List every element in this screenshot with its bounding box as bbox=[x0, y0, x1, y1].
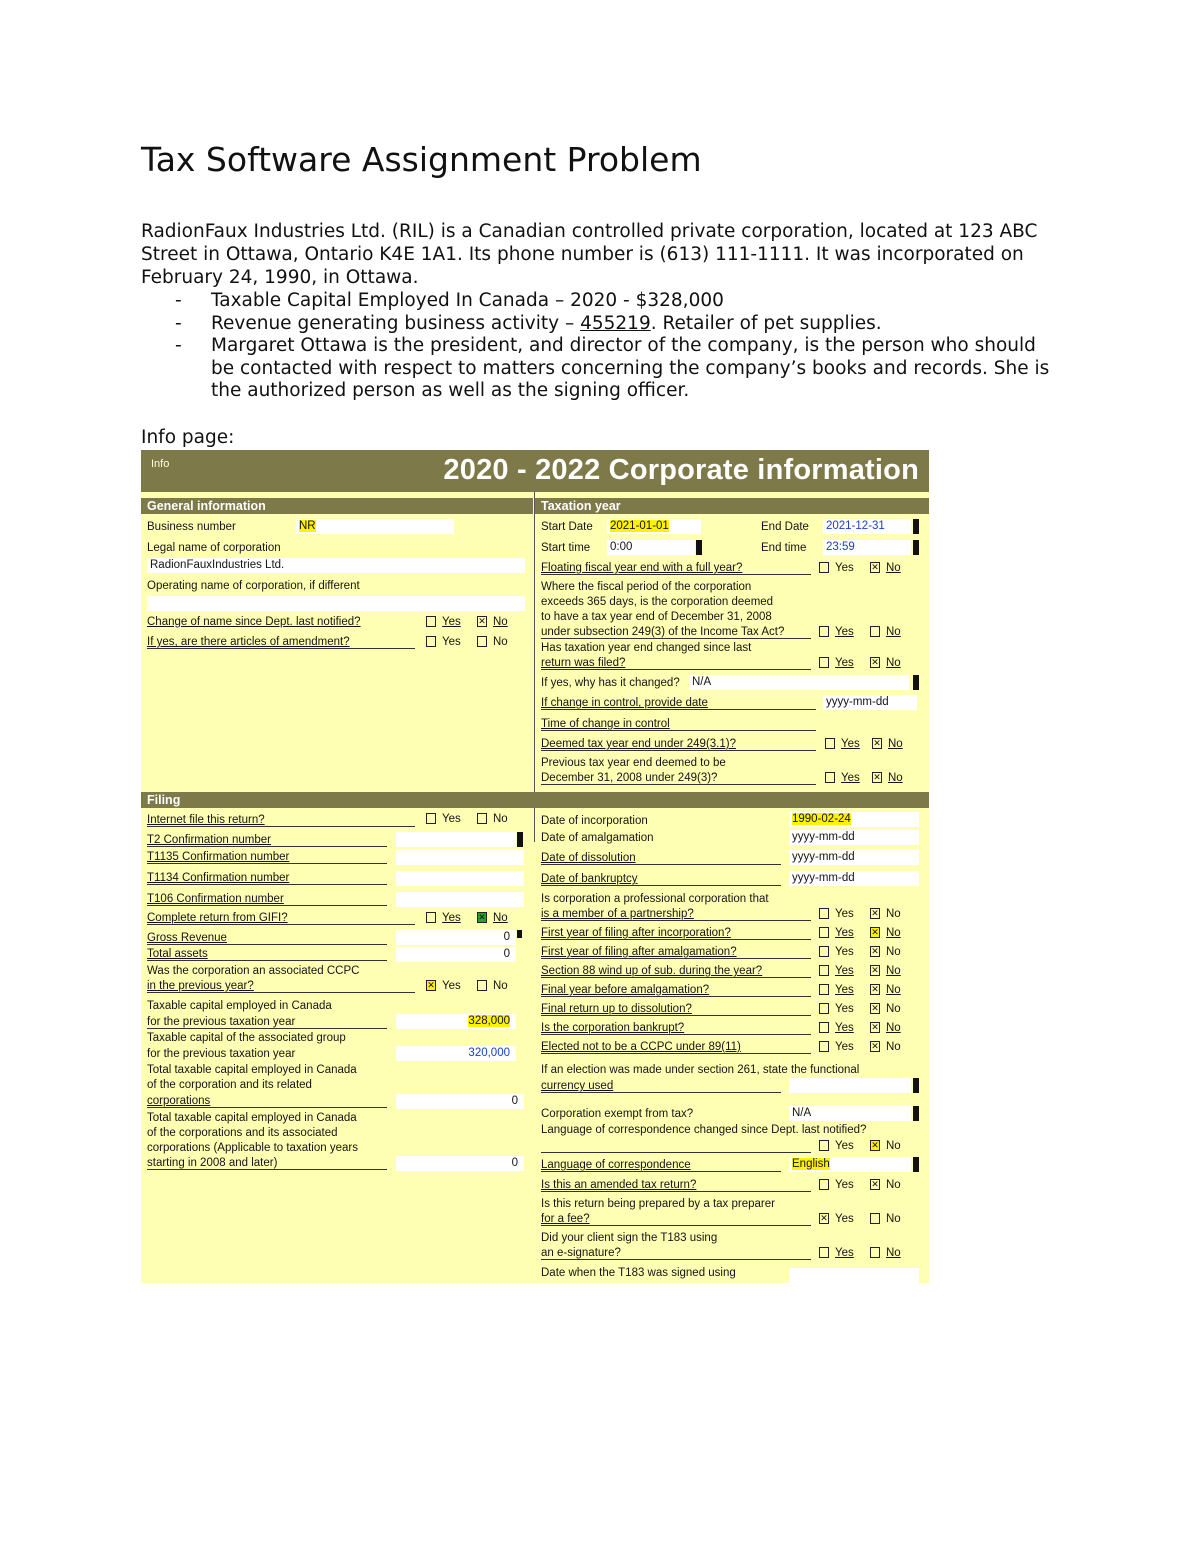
preparer-no-checkbox[interactable] bbox=[870, 1213, 880, 1224]
internet-file-label: Internet file this return? bbox=[147, 814, 265, 826]
final-dissolution-underline bbox=[541, 1015, 811, 1016]
total-assoc-line-3: corporations (Applicable to taxation years bbox=[147, 1142, 358, 1154]
end-time-label: End time bbox=[761, 542, 807, 554]
internet-no-label: No bbox=[493, 813, 508, 825]
start-date-value: 2021-01-01 bbox=[610, 520, 669, 532]
t1135-confirmation-underline bbox=[147, 863, 387, 864]
t1134-confirmation-underline bbox=[147, 884, 387, 885]
first-amalgamation-yes-checkbox[interactable] bbox=[819, 946, 829, 957]
associated-no-checkbox[interactable] bbox=[477, 980, 487, 991]
s261-line-1: If an election was made under section 261, state the functional bbox=[541, 1064, 860, 1076]
language-changed-yes-checkbox[interactable] bbox=[819, 1140, 829, 1151]
first-amalgamation-label: First year of filing after amalgamation? bbox=[541, 946, 737, 958]
first-year-no-checkbox[interactable] bbox=[870, 927, 880, 938]
form-tag: Info bbox=[151, 458, 170, 470]
tc-prev-value: 328,000 bbox=[468, 1015, 510, 1027]
articles-no-checkbox[interactable] bbox=[477, 636, 487, 647]
ccpc-election-yes-checkbox[interactable] bbox=[819, 1041, 829, 1052]
articles-underline bbox=[147, 648, 415, 649]
tc-group-line-1: Taxable capital of the associated group bbox=[147, 1032, 346, 1044]
gifi-yes-checkbox[interactable] bbox=[426, 912, 436, 923]
total-assoc-line-4: starting in 2008 and later) bbox=[147, 1157, 278, 1169]
final-dissolution-no-checkbox[interactable] bbox=[870, 1003, 880, 1014]
control-time-label: Time of change in control bbox=[541, 718, 670, 730]
final-amalgamation-yes-checkbox[interactable] bbox=[819, 984, 829, 995]
final-amalgamation-no-checkbox[interactable] bbox=[870, 984, 880, 995]
ccpc-election-no-checkbox[interactable] bbox=[870, 1041, 880, 1052]
dissolution-date-label: Date of dissolution bbox=[541, 852, 636, 864]
section-88-label: Section 88 wind up of sub. during the year? bbox=[541, 965, 763, 977]
change-name-no-label: No bbox=[493, 616, 508, 628]
final-amalgamation-no-label: No bbox=[886, 984, 901, 996]
ccpc-election-underline bbox=[541, 1053, 811, 1054]
bankrupt-no-checkbox[interactable] bbox=[870, 1022, 880, 1033]
t183-underline bbox=[541, 1259, 811, 1260]
fiscal-line-1: Where the fiscal period of the corporation bbox=[541, 581, 752, 593]
taxation-year-header: Taxation year bbox=[535, 498, 929, 514]
bankrupt-underline bbox=[541, 1034, 811, 1035]
ccpc-election-no-label: No bbox=[886, 1041, 901, 1053]
professional-yes-label: Yes bbox=[835, 908, 854, 920]
changed-line-1: Has taxation year end changed since last bbox=[541, 642, 752, 654]
t183-no-label: No bbox=[886, 1247, 901, 1259]
fiscal-no-label: No bbox=[886, 626, 901, 638]
total-assets-field[interactable]: 0 bbox=[396, 947, 516, 962]
final-dissolution-yes-label: Yes bbox=[835, 1003, 854, 1015]
start-date-field[interactable] bbox=[607, 519, 701, 534]
why-changed-field[interactable]: N/A bbox=[689, 675, 909, 690]
preparer-line-2: for a fee? bbox=[541, 1213, 590, 1225]
bullet-activity-text: Revenue generating business activity – bbox=[211, 312, 581, 334]
form-header bbox=[141, 450, 929, 492]
first-year-yes-label: Yes bbox=[835, 927, 854, 939]
language-changed-yes-label: Yes bbox=[835, 1140, 854, 1152]
amended-underline bbox=[541, 1191, 811, 1192]
amalgamation-date-label: Date of amalgamation bbox=[541, 832, 654, 844]
start-time-field[interactable]: 0:00 bbox=[607, 540, 695, 555]
gifi-label: Complete return from GIFI? bbox=[147, 912, 288, 924]
control-time-underline bbox=[541, 730, 816, 731]
changed-underline bbox=[541, 669, 811, 670]
internet-no-checkbox[interactable] bbox=[477, 813, 487, 824]
t183-yes-checkbox[interactable] bbox=[819, 1247, 829, 1258]
floating-label: Floating fiscal year end with a full year? bbox=[541, 562, 743, 574]
intro-paragraph: RadionFaux Industries Ltd. (RIL) is a Canadian controlled private corporation, located at 123 ABC Street in Ottawa, Ontario K4E 1A1. Its phone number is (613) 111-1111. It was incorporated on February 24, 1990, in Ottawa. bbox=[141, 221, 1038, 288]
why-changed-dropdown[interactable] bbox=[913, 675, 919, 690]
professional-line-1: Is corporation a professional corporation that bbox=[541, 893, 769, 905]
t1135-confirmation-label: T1135 Confirmation number bbox=[147, 851, 290, 863]
internet-yes-checkbox[interactable] bbox=[426, 813, 436, 824]
changed-no-checkbox[interactable] bbox=[870, 657, 880, 668]
previous-line-2: December 31, 2008 under 249(3)? bbox=[541, 772, 718, 784]
professional-yes-checkbox[interactable] bbox=[819, 908, 829, 919]
bullet-activity bbox=[141, 313, 1051, 336]
amended-no-checkbox[interactable] bbox=[870, 1179, 880, 1190]
language-value: English bbox=[792, 1158, 830, 1170]
internet-file-underline bbox=[147, 826, 415, 827]
language-label: Language of correspondence bbox=[541, 1159, 691, 1171]
end-time-dropdown[interactable] bbox=[913, 540, 919, 555]
end-date-label: End Date bbox=[761, 521, 809, 533]
professional-no-checkbox[interactable] bbox=[870, 908, 880, 919]
floating-yes-checkbox[interactable] bbox=[819, 562, 829, 573]
section-88-yes-label: Yes bbox=[835, 965, 854, 977]
language-changed-no-label: No bbox=[886, 1140, 901, 1152]
articles-yes-checkbox[interactable] bbox=[426, 636, 436, 647]
floating-no-checkbox[interactable] bbox=[870, 562, 880, 573]
bullet-capital: - Taxable Capital Employed In Canada – 2020 - $328,000 bbox=[141, 290, 1051, 313]
gifi-yes-label: Yes bbox=[442, 912, 461, 924]
t2-confirmation-label: T2 Confirmation number bbox=[147, 834, 271, 846]
associated-yes-checkbox[interactable] bbox=[426, 980, 436, 991]
dissolution-date-underline bbox=[541, 864, 781, 865]
changed-no-label: No bbox=[886, 657, 901, 669]
gifi-underline bbox=[147, 924, 415, 925]
bankrupt-yes-checkbox[interactable] bbox=[819, 1022, 829, 1033]
total-related-line-1: Total taxable capital employed in Canada bbox=[147, 1064, 357, 1076]
fiscal-no-checkbox[interactable] bbox=[870, 626, 880, 637]
exempt-dropdown[interactable] bbox=[913, 1106, 919, 1121]
corporate-info-form bbox=[141, 450, 929, 1283]
control-date-label: If change in control, provide date bbox=[541, 697, 708, 709]
tc-prev-line-1: Taxable capital employed in Canada bbox=[147, 1000, 332, 1012]
amalgamation-date-field[interactable]: yyyy-mm-dd bbox=[789, 830, 919, 845]
s261-line-2: currency used bbox=[541, 1080, 614, 1092]
final-dissolution-yes-checkbox[interactable] bbox=[819, 1003, 829, 1014]
naics-code: 455219 bbox=[580, 312, 651, 334]
deemed-yes-label: Yes bbox=[841, 738, 860, 750]
section-88-no-label: No bbox=[886, 965, 901, 977]
t2-confirmation-marker bbox=[517, 832, 523, 847]
t183-date-label: Date when the T183 was signed using bbox=[541, 1267, 736, 1279]
business-number-value: NR bbox=[299, 520, 316, 532]
articles-label: If yes, are there articles of amendment? bbox=[147, 636, 350, 648]
section-88-underline bbox=[541, 977, 811, 978]
professional-no-label: No bbox=[886, 908, 901, 920]
t183-line-1: Did your client sign the T183 using bbox=[541, 1232, 718, 1244]
amended-yes-checkbox[interactable] bbox=[819, 1179, 829, 1190]
final-amalgamation-label: Final year before amalgamation? bbox=[541, 984, 710, 996]
final-amalgamation-underline bbox=[541, 996, 811, 997]
internet-yes-label: Yes bbox=[442, 813, 461, 825]
incorporation-date-value: 1990-02-24 bbox=[792, 813, 851, 825]
gifi-no-label: No bbox=[493, 912, 508, 924]
previous-line-1: Previous tax year end deemed to be bbox=[541, 757, 726, 769]
t106-confirmation-label: T106 Confirmation number bbox=[147, 893, 284, 905]
start-time-dropdown[interactable] bbox=[696, 540, 702, 555]
dissolution-date-field[interactable]: yyyy-mm-dd bbox=[789, 850, 919, 865]
total-assoc-underline bbox=[147, 1169, 387, 1170]
t2-confirmation-underline bbox=[147, 846, 387, 847]
language-underline bbox=[541, 1171, 781, 1172]
changed-line-2: return was filed? bbox=[541, 657, 626, 669]
floating-yes-label: Yes bbox=[835, 562, 854, 574]
gross-revenue-spin-up[interactable] bbox=[517, 930, 522, 938]
functional-currency-dropdown[interactable] bbox=[913, 1078, 919, 1093]
t1135-confirmation-field[interactable] bbox=[396, 850, 524, 865]
amended-yes-label: Yes bbox=[835, 1179, 854, 1191]
change-name-yes-label: Yes bbox=[442, 616, 461, 628]
language-changed-underline bbox=[541, 1152, 811, 1153]
final-dissolution-label: Final return up to dissolution? bbox=[541, 1003, 692, 1015]
associated-no-label: No bbox=[493, 980, 508, 992]
change-name-yes-checkbox[interactable] bbox=[426, 616, 436, 627]
bankrupt-yes-label: Yes bbox=[835, 1022, 854, 1034]
tc-prev-underline bbox=[147, 1028, 387, 1029]
control-date-underline bbox=[541, 709, 816, 710]
gross-revenue-field[interactable]: 0 bbox=[396, 930, 516, 945]
previous-underline bbox=[541, 784, 816, 785]
control-date-field[interactable]: yyyy-mm-dd bbox=[823, 695, 917, 710]
column-divider bbox=[534, 492, 535, 842]
language-field[interactable] bbox=[789, 1157, 911, 1172]
why-changed-label: If yes, why has it changed? bbox=[541, 677, 680, 689]
first-amalgamation-no-checkbox[interactable] bbox=[870, 946, 880, 957]
total-assoc-line-1: Total taxable capital employed in Canada bbox=[147, 1112, 357, 1124]
t106-confirmation-field[interactable] bbox=[396, 892, 524, 907]
t183-line-2: an e-signature? bbox=[541, 1247, 621, 1259]
fiscal-line-2: exceeds 365 days, is the corporation deemed bbox=[541, 596, 774, 608]
fiscal-underline bbox=[541, 638, 811, 639]
amended-label: Is this an amended tax return? bbox=[541, 1179, 697, 1191]
total-related-underline bbox=[147, 1107, 387, 1108]
first-amalgamation-underline bbox=[541, 958, 811, 959]
previous-no-label: No bbox=[888, 772, 903, 784]
first-year-label: First year of filing after incorporation? bbox=[541, 927, 731, 939]
ccpc-election-yes-label: Yes bbox=[835, 1041, 854, 1053]
first-year-yes-checkbox[interactable] bbox=[819, 927, 829, 938]
operating-name-label: Operating name of corporation, if different bbox=[147, 580, 360, 592]
page-title: Tax Software Assignment Problem bbox=[141, 140, 702, 179]
amended-no-label: No bbox=[886, 1179, 901, 1191]
gifi-no-checkbox[interactable] bbox=[477, 912, 487, 923]
total-assets-underline bbox=[147, 960, 387, 961]
t2-confirmation-field[interactable] bbox=[396, 832, 516, 847]
total-related-line-3: corporations bbox=[147, 1095, 211, 1107]
bankruptcy-date-underline bbox=[541, 885, 781, 886]
bankrupt-no-label: No bbox=[886, 1022, 901, 1034]
change-name-label: Change of name since Dept. last notified? bbox=[147, 616, 361, 628]
preparer-yes-checkbox[interactable] bbox=[819, 1213, 829, 1224]
bullet-list bbox=[141, 290, 1051, 403]
floating-underline bbox=[541, 574, 811, 575]
functional-currency-field[interactable] bbox=[789, 1078, 911, 1093]
end-date-field[interactable]: 2021-12-31 bbox=[823, 519, 911, 534]
gross-revenue-underline bbox=[147, 944, 387, 945]
total-related-line-2: of the corporation and its related bbox=[147, 1079, 312, 1091]
preparer-underline bbox=[541, 1225, 811, 1226]
deemed-underline bbox=[541, 750, 816, 751]
end-time-field[interactable]: 23:59 bbox=[823, 540, 911, 555]
exempt-field[interactable]: N/A bbox=[789, 1106, 911, 1121]
total-related-field[interactable]: 0 bbox=[396, 1094, 524, 1109]
preparer-no-label: No bbox=[886, 1213, 901, 1225]
section-88-yes-checkbox[interactable] bbox=[819, 965, 829, 976]
language-changed-no-checkbox[interactable] bbox=[870, 1140, 880, 1151]
tc-group-line-2: for the previous taxation year bbox=[147, 1048, 296, 1060]
general-info-header: General information bbox=[141, 498, 533, 514]
final-amalgamation-yes-label: Yes bbox=[835, 984, 854, 996]
exempt-label: Corporation exempt from tax? bbox=[541, 1108, 694, 1120]
deemed-no-checkbox[interactable] bbox=[872, 738, 882, 749]
changed-yes-label: Yes bbox=[835, 657, 854, 669]
language-changed-label: Language of correspondence changed since Dept. last notified? bbox=[541, 1124, 867, 1136]
first-year-underline bbox=[541, 939, 811, 940]
fiscal-yes-checkbox[interactable] bbox=[819, 626, 829, 637]
tc-group-field[interactable]: 320,000 bbox=[396, 1046, 516, 1061]
start-time-label: Start time bbox=[541, 542, 591, 554]
ccpc-election-label: Elected not to be a CCPC under 89(11) bbox=[541, 1041, 741, 1053]
start-date-label: Start Date bbox=[541, 521, 593, 533]
associated-line-1: Was the corporation an associated CCPC bbox=[147, 965, 360, 977]
fiscal-line-4: under subsection 249(3) of the Income Tax Act? bbox=[541, 626, 785, 638]
section-88-no-checkbox[interactable] bbox=[870, 965, 880, 976]
gross-revenue-label: Gross Revenue bbox=[147, 932, 227, 944]
previous-yes-checkbox[interactable] bbox=[825, 772, 835, 783]
preparer-yes-label: Yes bbox=[835, 1213, 854, 1225]
t1134-confirmation-field[interactable] bbox=[396, 871, 524, 886]
bankruptcy-date-field[interactable]: yyyy-mm-dd bbox=[789, 871, 919, 886]
associated-underline bbox=[147, 992, 415, 993]
deemed-yes-checkbox[interactable] bbox=[825, 738, 835, 749]
language-dropdown[interactable] bbox=[913, 1157, 919, 1172]
business-number-label: Business number bbox=[147, 521, 236, 533]
legal-name-label: Legal name of corporation bbox=[147, 542, 281, 554]
t183-no-checkbox[interactable] bbox=[870, 1247, 880, 1258]
previous-yes-label: Yes bbox=[841, 772, 860, 784]
associated-line-2: in the previous year? bbox=[147, 980, 254, 992]
bankruptcy-date-label: Date of bankruptcy bbox=[541, 873, 638, 885]
floating-no-label: No bbox=[886, 562, 901, 574]
legal-name-field[interactable]: RadionFauxIndustries Ltd. bbox=[147, 558, 525, 573]
t183-date-field[interactable] bbox=[789, 1268, 919, 1283]
incorporation-date-field[interactable] bbox=[789, 812, 919, 827]
s261-underline bbox=[541, 1092, 781, 1093]
business-number-field[interactable] bbox=[296, 519, 454, 534]
filing-header: Filing bbox=[141, 792, 929, 808]
total-assoc-field[interactable]: 0 bbox=[396, 1156, 524, 1171]
articles-no-label: No bbox=[493, 636, 508, 648]
end-date-dropdown[interactable] bbox=[913, 519, 919, 534]
total-assets-label: Total assets bbox=[147, 948, 208, 960]
preparer-line-1: Is this return being prepared by a tax preparer bbox=[541, 1198, 775, 1210]
professional-line-2: is a member of a partnership? bbox=[541, 908, 694, 920]
first-amalgamation-yes-label: Yes bbox=[835, 946, 854, 958]
t106-confirmation-underline bbox=[147, 905, 387, 906]
operating-name-field[interactable] bbox=[147, 596, 525, 611]
changed-yes-checkbox[interactable] bbox=[819, 657, 829, 668]
associated-yes-label: Yes bbox=[442, 980, 461, 992]
form-heading: 2020 - 2022 Corporate information bbox=[443, 454, 919, 486]
first-amalgamation-no-label: No bbox=[886, 946, 901, 958]
fiscal-yes-label: Yes bbox=[835, 626, 854, 638]
previous-no-checkbox[interactable] bbox=[872, 772, 882, 783]
info-page-label: Info page: bbox=[141, 427, 235, 448]
t183-yes-label: Yes bbox=[835, 1247, 854, 1259]
articles-yes-label: Yes bbox=[442, 636, 461, 648]
deemed-label: Deemed tax year end under 249(3.1)? bbox=[541, 738, 736, 750]
incorporation-date-label: Date of incorporation bbox=[541, 815, 648, 827]
deemed-no-label: No bbox=[888, 738, 903, 750]
total-assoc-line-2: of the corporations and its associated bbox=[147, 1127, 338, 1139]
bankrupt-label: Is the corporation bankrupt? bbox=[541, 1022, 685, 1034]
fiscal-line-3: to have a tax year end of December 31, 2008 bbox=[541, 611, 772, 623]
tc-prev-field[interactable] bbox=[396, 1014, 516, 1029]
bullet-president: - Margaret Ottawa is the president, and director of the company, is the person who should be contacted with respect to matters concerning the company’s books and records. She is the authorized person as well as the signing officer. bbox=[141, 335, 1051, 403]
change-name-no-checkbox[interactable] bbox=[477, 616, 487, 627]
bullet-activity-desc: . Retailer of pet supplies. bbox=[650, 312, 882, 334]
professional-underline bbox=[541, 920, 811, 921]
first-year-no-label: No bbox=[886, 927, 901, 939]
final-dissolution-no-label: No bbox=[886, 1003, 901, 1015]
tc-prev-line-2: for the previous taxation year bbox=[147, 1016, 296, 1028]
t1134-confirmation-label: T1134 Confirmation number bbox=[147, 872, 290, 884]
